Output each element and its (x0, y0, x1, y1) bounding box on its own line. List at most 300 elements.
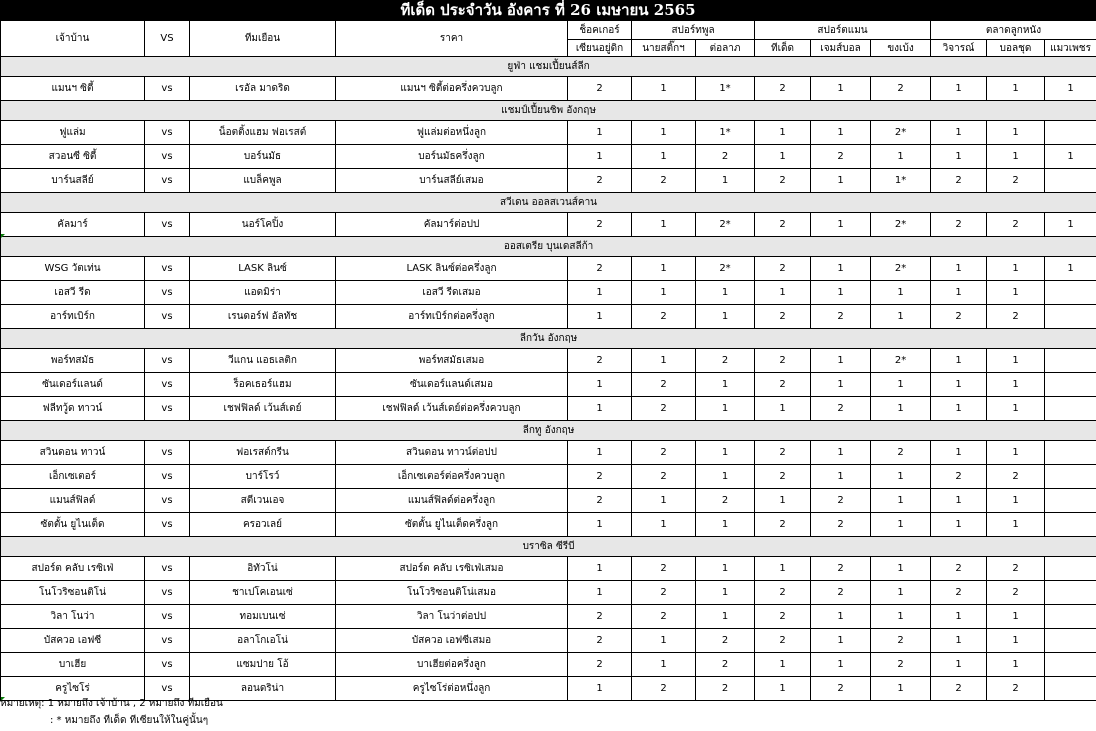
tip-cell: 2 (811, 489, 871, 513)
tip-cell: 2 (632, 373, 696, 397)
vs: vs (145, 305, 190, 329)
tip-cell: 2 (632, 677, 696, 701)
price: วิลา โนว่าต่อปป (336, 605, 568, 629)
table-row (1, 281, 1096, 305)
price: ฟูแล่มต่อหนึ่งลูก (336, 121, 568, 145)
tip-cell: 2* (871, 213, 931, 237)
table-row (1, 213, 1096, 237)
tip-cell: 2 (811, 397, 871, 421)
away-team: เชฟฟิลด์ เว้นส์เดย์ (190, 397, 336, 421)
away-team: อลาโกเอโน่ (190, 629, 336, 653)
header-group-shocker: ช็อคเกอร์ (568, 21, 632, 40)
tip-cell: 2 (755, 513, 811, 537)
tip-cell: 1 (1045, 145, 1096, 169)
tip-cell: 2 (755, 629, 811, 653)
tip-cell: 1 (568, 557, 632, 581)
price: คัลมาร์ต่อปป (336, 213, 568, 237)
tip-cell: 1 (811, 629, 871, 653)
tips-table (0, 20, 1096, 701)
price: LASK ลินซ์ต่อครึ่งลูก (336, 257, 568, 281)
tip-cell: 2 (987, 169, 1045, 193)
header-group-sporttpool: สปอร์ทพูล (632, 21, 755, 40)
tip-cell: 1 (931, 373, 987, 397)
price: อาร์ทเบิร์กต่อครึ่งลูก (336, 305, 568, 329)
tip-cell (1045, 465, 1096, 489)
tip-cell: 2 (568, 169, 632, 193)
tip-cell: 1 (568, 441, 632, 465)
away-team: ครอวเลย์ (190, 513, 336, 537)
tip-cell: 2 (632, 557, 696, 581)
price: บัสควอ เอฟซีเสมอ (336, 629, 568, 653)
price: เอ็กเซเตอร์ต่อครึ่งควบลูก (336, 465, 568, 489)
table-row (1, 441, 1096, 465)
tip-cell: 2 (931, 581, 987, 605)
away-team: วีแกน แอธเลติก (190, 349, 336, 373)
tip-cell: 2 (632, 581, 696, 605)
tip-cell (1045, 557, 1096, 581)
home-team: บัสควอ เอฟซี (1, 629, 145, 653)
league-name: ลีกวัน อังกฤษ (1, 329, 1096, 349)
home-team: สวินดอน ทาวน์ (1, 441, 145, 465)
tip-cell: 1 (931, 121, 987, 145)
subheader-cell: ทีเด็ด (755, 40, 811, 57)
tip-cell: 2 (755, 605, 811, 629)
tip-cell: 2 (811, 677, 871, 701)
tip-cell: 1 (931, 257, 987, 281)
tip-cell: 1 (871, 513, 931, 537)
tip-cell (1045, 653, 1096, 677)
league-row (1, 193, 1096, 213)
price: ซัตตั้น ยูไนเต็ดครึ่งลูก (336, 513, 568, 537)
league-row (1, 237, 1096, 257)
price: บอร์นมัธครึ่งลูก (336, 145, 568, 169)
vs: vs (145, 145, 190, 169)
price: สปอร์ต คลับ เรซิเฟ่เสมอ (336, 557, 568, 581)
tip-cell: 2 (871, 629, 931, 653)
tip-cell: 2 (632, 305, 696, 329)
tip-cell: 1 (811, 653, 871, 677)
away-team: น็อตติ้งแฮม ฟอเรสต์ (190, 121, 336, 145)
tip-cell (1045, 349, 1096, 373)
tip-cell: 1 (568, 677, 632, 701)
tip-cell: 1 (568, 373, 632, 397)
tip-cell: 2 (632, 169, 696, 193)
tip-cell: 1 (987, 397, 1045, 421)
league-row (1, 421, 1096, 441)
price: บาร์นสลีย์เสมอ (336, 169, 568, 193)
tip-cell: 2 (568, 653, 632, 677)
tip-cell: 1 (811, 349, 871, 373)
tip-cell: 2 (755, 349, 811, 373)
tip-cell: 2 (931, 465, 987, 489)
tip-cell: 1 (568, 121, 632, 145)
table-row (1, 257, 1096, 281)
tip-cell: 2 (755, 581, 811, 605)
tip-cell: 2* (871, 257, 931, 281)
home-team: ซัตตั้น ยูไนเต็ด (1, 513, 145, 537)
tip-cell: 1 (871, 281, 931, 305)
vs: vs (145, 373, 190, 397)
tip-cell: 1 (632, 349, 696, 373)
tip-cell: 1 (987, 349, 1045, 373)
tip-cell: 2 (871, 441, 931, 465)
tip-cell: 2 (568, 489, 632, 513)
tip-cell: 2 (755, 169, 811, 193)
tip-cell: 2 (632, 397, 696, 421)
tip-cell: 1 (755, 489, 811, 513)
tip-cell: 2 (632, 465, 696, 489)
tip-cell: 1 (632, 629, 696, 653)
tip-cell: 2* (871, 349, 931, 373)
page-title: ทีเด็ด ประจำวัน อังคาร ที่ 26 เมษายน 2565 (0, 0, 1096, 20)
table-row (1, 629, 1096, 653)
tip-cell: 2 (811, 581, 871, 605)
league-row (1, 57, 1096, 77)
tip-cell: 1 (931, 605, 987, 629)
table-row (1, 397, 1096, 421)
home-team: บาเฮีย (1, 653, 145, 677)
tip-cell: 2 (931, 557, 987, 581)
tip-cell: 1 (811, 213, 871, 237)
home-team: สปอร์ต คลับ เรซิเฟ่ (1, 557, 145, 581)
away-team: บาร์โรว์ (190, 465, 336, 489)
header-home: เจ้าบ้าน (1, 21, 145, 57)
tip-cell: 2 (755, 213, 811, 237)
tip-cell: 1 (696, 169, 755, 193)
tip-cell: 1 (632, 653, 696, 677)
price: บาเฮียต่อครึ่งลูก (336, 653, 568, 677)
tip-cell: 1 (811, 465, 871, 489)
league-name: สวีเดน ออลสเวนส์คาน (1, 193, 1096, 213)
table-row (1, 581, 1096, 605)
tip-cell: 1 (871, 465, 931, 489)
tip-cell (1045, 629, 1096, 653)
away-team: ร็อคเธอร์แฮม (190, 373, 336, 397)
tip-cell: 2 (696, 489, 755, 513)
vs: vs (145, 605, 190, 629)
table-row (1, 77, 1096, 101)
tip-cell: 1 (568, 513, 632, 537)
tip-cell: 1 (568, 397, 632, 421)
league-name: ลีกทู อังกฤษ (1, 421, 1096, 441)
tip-cell: 1 (811, 441, 871, 465)
vs: vs (145, 441, 190, 465)
header-away: ทีมเยือน (190, 21, 336, 57)
subheader-cell: ขงเบ้ง (871, 40, 931, 57)
table-row (1, 145, 1096, 169)
home-team: เอ็กเซเตอร์ (1, 465, 145, 489)
tip-cell: 2 (755, 77, 811, 101)
tip-cell: 2 (931, 677, 987, 701)
tip-cell: 1 (632, 513, 696, 537)
tip-cell (1045, 281, 1096, 305)
home-team: วิลา โนว่า (1, 605, 145, 629)
away-team: LASK ลินซ์ (190, 257, 336, 281)
home-team: บาร์นสลีย์ (1, 169, 145, 193)
tip-cell: 1 (632, 489, 696, 513)
tip-cell: 1 (755, 121, 811, 145)
away-team: แบล็คพูล (190, 169, 336, 193)
league-name: ยูฟ่า แชมเปี้ยนส์ลีก (1, 57, 1096, 77)
tip-cell: 2 (755, 373, 811, 397)
tip-cell: 1 (987, 121, 1045, 145)
tip-cell: 1 (987, 281, 1045, 305)
price: ครูไซโร่ต่อหนึ่งลูก (336, 677, 568, 701)
tip-cell: 1 (568, 305, 632, 329)
tip-cell: 1 (568, 581, 632, 605)
tip-cell (1045, 581, 1096, 605)
home-team: แมนส์ฟิลด์ (1, 489, 145, 513)
vs: vs (145, 169, 190, 193)
tip-cell: 2 (696, 629, 755, 653)
away-team: เรนดอร์ฟ อัลทัช (190, 305, 336, 329)
league-row (1, 537, 1096, 557)
tip-cell: 1 (755, 557, 811, 581)
price: เอสวี รีดเสมอ (336, 281, 568, 305)
home-team: เอสวี รีด (1, 281, 145, 305)
table-row (1, 513, 1096, 537)
away-team: ทอมเบนเซ่ (190, 605, 336, 629)
away-team: เรอัล มาดริด (190, 77, 336, 101)
vs: vs (145, 349, 190, 373)
price: แมนฯ ซิตี้ต่อครึ่งควบลูก (336, 77, 568, 101)
tip-cell: 1 (632, 145, 696, 169)
subheader-cell: วิจารณ์ (931, 40, 987, 57)
away-team: ชาเปโคเอนเซ่ (190, 581, 336, 605)
table-row (1, 169, 1096, 193)
home-team: สวอนซี ซิตี้ (1, 145, 145, 169)
tip-cell: 2 (987, 465, 1045, 489)
tip-cell: 2 (568, 257, 632, 281)
away-team: แซมปาย โอ้ (190, 653, 336, 677)
tip-cell: 2 (568, 605, 632, 629)
tip-cell: 2 (696, 677, 755, 701)
tip-cell: 1 (931, 349, 987, 373)
table-row (1, 121, 1096, 145)
tip-cell: 1 (632, 257, 696, 281)
vs: vs (145, 677, 190, 701)
tip-cell: 1 (755, 677, 811, 701)
tip-cell: 2 (987, 677, 1045, 701)
tip-cell: 1 (931, 629, 987, 653)
tip-cell: 2 (987, 305, 1045, 329)
tip-cell: 2 (696, 653, 755, 677)
tip-cell: 1 (755, 653, 811, 677)
tip-cell: 1 (811, 169, 871, 193)
table-row (1, 465, 1096, 489)
tip-cell: 2 (987, 581, 1045, 605)
tip-cell: 2 (931, 213, 987, 237)
tip-cell: 1 (632, 281, 696, 305)
home-team: พอร์ทสมัธ (1, 349, 145, 373)
tip-cell: 1 (1045, 213, 1096, 237)
table-row (1, 349, 1096, 373)
tip-cell: 1 (871, 605, 931, 629)
table-row (1, 653, 1096, 677)
table-row (1, 605, 1096, 629)
tip-cell: 1 (755, 281, 811, 305)
header-group-sportsman: สปอร์ตแมน (755, 21, 931, 40)
tip-cell: 2 (871, 77, 931, 101)
price: เชฟฟิลด์ เว้นส์เดย์ต่อครึ่งควบลูก (336, 397, 568, 421)
tip-cell: 2 (696, 349, 755, 373)
tip-cell: 2 (811, 513, 871, 537)
tip-cell: 1 (632, 121, 696, 145)
vs: vs (145, 513, 190, 537)
vs: vs (145, 397, 190, 421)
tip-cell: 2 (568, 77, 632, 101)
tip-cell: 1 (811, 257, 871, 281)
tip-cell: 1 (987, 489, 1045, 513)
tip-cell (1045, 441, 1096, 465)
tip-cell: 2 (987, 557, 1045, 581)
tip-cell (1045, 605, 1096, 629)
tip-cell: 2* (871, 121, 931, 145)
header-row (1, 21, 1096, 40)
away-team: อิทัวโน่ (190, 557, 336, 581)
tip-cell: 1 (931, 513, 987, 537)
away-team: บอร์นมัธ (190, 145, 336, 169)
cell-comment-marker (1, 234, 5, 238)
table-row (1, 373, 1096, 397)
league-row (1, 101, 1096, 121)
tip-cell: 2 (811, 557, 871, 581)
tip-cell: 1 (811, 373, 871, 397)
tip-cell: 1 (871, 489, 931, 513)
tip-cell (1045, 513, 1096, 537)
tip-cell: 2 (696, 145, 755, 169)
tip-cell (1045, 305, 1096, 329)
vs: vs (145, 77, 190, 101)
away-team: แอดมิร่า (190, 281, 336, 305)
vs: vs (145, 557, 190, 581)
tip-cell: 1 (696, 305, 755, 329)
tip-cell: 1 (987, 373, 1045, 397)
tip-cell: 1 (696, 557, 755, 581)
tip-cell: 1 (931, 397, 987, 421)
home-team: คัลมาร์ (1, 213, 145, 237)
header-vs: VS (145, 21, 190, 57)
tip-cell: 1 (987, 653, 1045, 677)
tip-cell: 1 (987, 605, 1045, 629)
tip-cell: 1 (696, 581, 755, 605)
vs: vs (145, 281, 190, 305)
tip-cell: 1 (987, 145, 1045, 169)
footnote-line-1: หมายเหตุ: 1 หมายถึง เจ้าบ้าน , 2 หมายถึง ทีมเยือน (0, 698, 223, 709)
home-team: อาร์ทเบิร์ก (1, 305, 145, 329)
away-team: สตีเวนเอจ (190, 489, 336, 513)
tip-cell: 1 (696, 441, 755, 465)
tip-cell: 1 (931, 77, 987, 101)
home-team: ฟูแล่ม (1, 121, 145, 145)
tip-cell: 1 (931, 281, 987, 305)
tip-cell: 1 (811, 77, 871, 101)
tip-cell: 2 (568, 629, 632, 653)
tip-cell: 1 (811, 281, 871, 305)
tip-cell: 1 (1045, 77, 1096, 101)
tip-cell: 2* (696, 213, 755, 237)
table-row (1, 557, 1096, 581)
tip-cell: 1 (871, 373, 931, 397)
tip-cell: 1 (931, 145, 987, 169)
vs: vs (145, 121, 190, 145)
tip-cell: 1 (568, 281, 632, 305)
tip-cell: 2 (871, 653, 931, 677)
home-team: WSG วัตเท่น (1, 257, 145, 281)
tip-cell (1045, 677, 1096, 701)
tip-cell: 1 (755, 145, 811, 169)
tip-cell: 2 (931, 169, 987, 193)
tip-cell: 1 (931, 441, 987, 465)
tip-cell: 1 (696, 605, 755, 629)
price: โนโวริซอนติโน่เสมอ (336, 581, 568, 605)
tip-cell: 1 (987, 257, 1045, 281)
vs: vs (145, 629, 190, 653)
footnote (0, 695, 223, 729)
tip-cell: 1 (632, 77, 696, 101)
tip-cell: 2 (755, 465, 811, 489)
away-team: นอร์โคปิ้ง (190, 213, 336, 237)
tip-cell: 2 (568, 213, 632, 237)
tip-cell: 1 (568, 145, 632, 169)
tip-cell: 1* (696, 77, 755, 101)
tip-cell: 1 (871, 581, 931, 605)
tip-cell: 2 (755, 441, 811, 465)
tip-cell: 1 (931, 489, 987, 513)
tip-cell: 2 (632, 605, 696, 629)
tip-cell: 1 (811, 121, 871, 145)
subheader-cell: ต่อลาภ (696, 40, 755, 57)
tip-cell: 2 (632, 441, 696, 465)
away-team: ฟอเรสต์กรีน (190, 441, 336, 465)
tip-cell: 1 (931, 653, 987, 677)
tip-cell: 1 (696, 465, 755, 489)
tip-cell: 2 (811, 145, 871, 169)
tip-cell: 1* (871, 169, 931, 193)
header-group-football-market: ตลาดลูกหนัง (931, 21, 1096, 40)
price: สวินดอน ทาวน์ต่อปป (336, 441, 568, 465)
subheader-cell: แมวเพชร (1045, 40, 1096, 57)
tip-cell: 1 (696, 373, 755, 397)
subheader-cell: นายสติ๊กฯ (632, 40, 696, 57)
tip-cell: 1 (871, 397, 931, 421)
vs: vs (145, 213, 190, 237)
home-team: โนโวริซอนติโน่ (1, 581, 145, 605)
tip-cell: 1 (1045, 257, 1096, 281)
tip-cell: 1 (987, 441, 1045, 465)
tip-cell: 2 (811, 305, 871, 329)
league-name: แชมป์เปี้ยนชิพ อังกฤษ (1, 101, 1096, 121)
tip-cell (1045, 489, 1096, 513)
vs: vs (145, 489, 190, 513)
vs: vs (145, 653, 190, 677)
table-row (1, 489, 1096, 513)
tip-cell: 2 (755, 305, 811, 329)
tip-cell (1045, 121, 1096, 145)
tip-cell: 1 (871, 677, 931, 701)
tip-cell: 1 (871, 145, 931, 169)
tip-cell: 1 (987, 77, 1045, 101)
tip-cell: 2 (987, 213, 1045, 237)
price: พอร์ทสมัธเสมอ (336, 349, 568, 373)
home-team: ครูไซโร่ (1, 677, 145, 701)
tip-cell: 1 (871, 557, 931, 581)
tip-cell: 1* (696, 121, 755, 145)
tip-cell: 2 (755, 257, 811, 281)
price: แมนส์ฟิลด์ต่อครึ่งลูก (336, 489, 568, 513)
price: ซันเดอร์แลนด์เสมอ (336, 373, 568, 397)
league-name: ออสเตรีย บุนเดสลีก้า (1, 237, 1096, 257)
